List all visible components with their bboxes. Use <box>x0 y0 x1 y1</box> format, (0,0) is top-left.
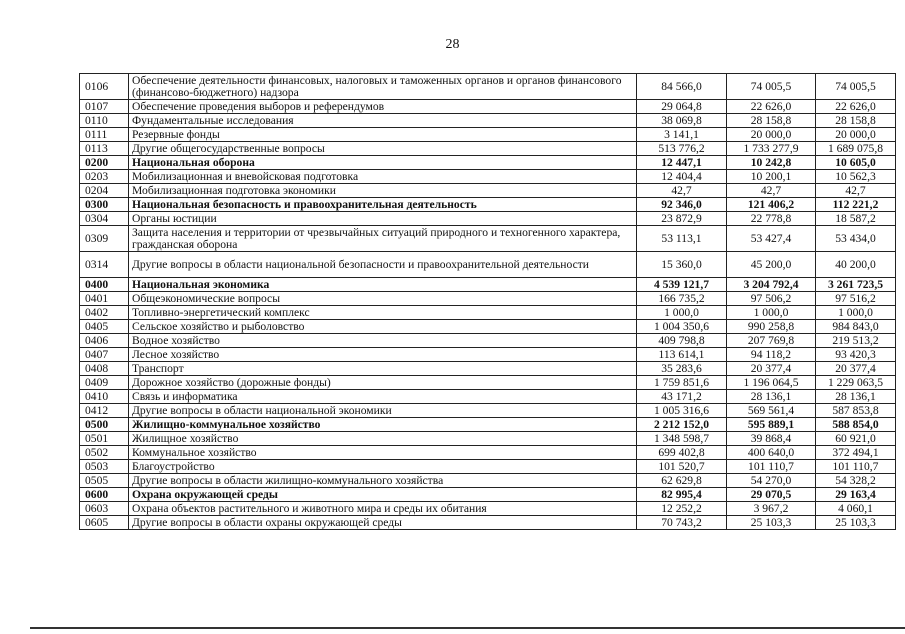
row-value-2: 94 118,2 <box>727 348 816 362</box>
row-value-2: 97 506,2 <box>727 292 816 306</box>
row-name: Топливно-энергетический комплекс <box>129 306 637 320</box>
table-row <box>80 114 896 128</box>
row-code: 0107 <box>80 100 129 114</box>
row-value-2: 10 200,1 <box>727 170 816 184</box>
row-code: 0110 <box>80 114 129 128</box>
table-row <box>80 488 896 502</box>
row-name: Национальная безопасность и правоохранительная деятельность <box>129 198 637 212</box>
row-name: Благоустройство <box>129 460 637 474</box>
row-value-2: 207 769,8 <box>727 334 816 348</box>
row-code: 0200 <box>80 156 129 170</box>
row-code: 0407 <box>80 348 129 362</box>
row-value-3: 97 516,2 <box>816 292 896 306</box>
row-value-2: 1 196 064,5 <box>727 376 816 390</box>
table-row <box>80 460 896 474</box>
row-value-3: 60 921,0 <box>816 432 896 446</box>
row-name: Органы юстиции <box>129 212 637 226</box>
row-value-3: 42,7 <box>816 184 896 198</box>
row-name: Резервные фонды <box>129 128 637 142</box>
row-value-3: 18 587,2 <box>816 212 896 226</box>
row-value-1: 62 629,8 <box>637 474 727 488</box>
row-value-3: 10 605,0 <box>816 156 896 170</box>
row-name: Мобилизационная и вневойсковая подготовка <box>129 170 637 184</box>
table-row <box>80 184 896 198</box>
row-value-3: 587 853,8 <box>816 404 896 418</box>
table-row <box>80 170 896 184</box>
table-row <box>80 74 896 100</box>
table-row <box>80 418 896 432</box>
row-value-1: 699 402,8 <box>637 446 727 460</box>
row-code: 0300 <box>80 198 129 212</box>
row-code: 0405 <box>80 320 129 334</box>
row-code: 0410 <box>80 390 129 404</box>
row-value-1: 15 360,0 <box>637 252 727 278</box>
row-code: 0203 <box>80 170 129 184</box>
row-value-2: 3 204 792,4 <box>727 278 816 292</box>
row-value-1: 70 743,2 <box>637 516 727 530</box>
row-value-2: 45 200,0 <box>727 252 816 278</box>
row-name: Обеспечение проведения выборов и референдумов <box>129 100 637 114</box>
row-name: Охрана объектов растительного и животного мира и среды их обитания <box>129 502 637 516</box>
row-name: Дорожное хозяйство (дорожные фонды) <box>129 376 637 390</box>
row-value-2: 25 103,3 <box>727 516 816 530</box>
row-value-2: 3 967,2 <box>727 502 816 516</box>
row-value-3: 10 562,3 <box>816 170 896 184</box>
row-value-3: 112 221,2 <box>816 198 896 212</box>
row-value-2: 39 868,4 <box>727 432 816 446</box>
row-code: 0401 <box>80 292 129 306</box>
row-code: 0402 <box>80 306 129 320</box>
row-value-2: 595 889,1 <box>727 418 816 432</box>
row-value-3: 29 163,4 <box>816 488 896 502</box>
row-name: Охрана окружающей среды <box>129 488 637 502</box>
row-value-1: 29 064,8 <box>637 100 727 114</box>
row-value-3: 40 200,0 <box>816 252 896 278</box>
row-value-2: 20 377,4 <box>727 362 816 376</box>
table-row <box>80 348 896 362</box>
row-value-2: 400 640,0 <box>727 446 816 460</box>
row-value-1: 513 776,2 <box>637 142 727 156</box>
row-value-1: 1 004 350,6 <box>637 320 727 334</box>
row-value-1: 101 520,7 <box>637 460 727 474</box>
row-name: Мобилизационная подготовка экономики <box>129 184 637 198</box>
table-row <box>80 156 896 170</box>
table-row <box>80 446 896 460</box>
row-value-1: 3 141,1 <box>637 128 727 142</box>
row-value-1: 113 614,1 <box>637 348 727 362</box>
row-value-3: 93 420,3 <box>816 348 896 362</box>
row-value-1: 166 735,2 <box>637 292 727 306</box>
row-value-1: 92 346,0 <box>637 198 727 212</box>
row-value-2: 569 561,4 <box>727 404 816 418</box>
row-value-3: 1 000,0 <box>816 306 896 320</box>
row-name: Национальная оборона <box>129 156 637 170</box>
row-code: 0304 <box>80 212 129 226</box>
table-row <box>80 212 896 226</box>
row-code: 0505 <box>80 474 129 488</box>
row-value-2: 74 005,5 <box>727 74 816 100</box>
budget-table <box>79 73 896 530</box>
row-value-1: 23 872,9 <box>637 212 727 226</box>
row-name: Жилищное хозяйство <box>129 432 637 446</box>
row-value-3: 22 626,0 <box>816 100 896 114</box>
row-value-2: 10 242,8 <box>727 156 816 170</box>
table-row <box>80 474 896 488</box>
row-value-1: 42,7 <box>637 184 727 198</box>
row-value-2: 20 000,0 <box>727 128 816 142</box>
row-value-3: 53 434,0 <box>816 226 896 252</box>
row-value-3: 984 843,0 <box>816 320 896 334</box>
row-value-3: 4 060,1 <box>816 502 896 516</box>
row-value-2: 42,7 <box>727 184 816 198</box>
table-row <box>80 376 896 390</box>
row-name: Лесное хозяйство <box>129 348 637 362</box>
row-value-1: 1 348 598,7 <box>637 432 727 446</box>
row-value-2: 54 270,0 <box>727 474 816 488</box>
table-row <box>80 278 896 292</box>
table-row <box>80 362 896 376</box>
row-code: 0400 <box>80 278 129 292</box>
row-value-1: 43 171,2 <box>637 390 727 404</box>
row-code: 0603 <box>80 502 129 516</box>
row-value-3: 28 136,1 <box>816 390 896 404</box>
row-value-1: 82 995,4 <box>637 488 727 502</box>
row-value-3: 20 377,4 <box>816 362 896 376</box>
row-value-3: 101 110,7 <box>816 460 896 474</box>
row-name: Жилищно-коммунальное хозяйство <box>129 418 637 432</box>
table-row <box>80 128 896 142</box>
table-row <box>80 100 896 114</box>
row-code: 0111 <box>80 128 129 142</box>
row-value-1: 1 759 851,6 <box>637 376 727 390</box>
row-value-1: 84 566,0 <box>637 74 727 100</box>
row-value-1: 2 212 152,0 <box>637 418 727 432</box>
row-value-3: 20 000,0 <box>816 128 896 142</box>
row-name: Общеэкономические вопросы <box>129 292 637 306</box>
row-value-2: 22 626,0 <box>727 100 816 114</box>
row-value-1: 38 069,8 <box>637 114 727 128</box>
row-value-2: 1 733 277,9 <box>727 142 816 156</box>
row-name: Транспорт <box>129 362 637 376</box>
row-value-2: 1 000,0 <box>727 306 816 320</box>
budget-table-body <box>80 74 896 530</box>
row-value-1: 12 447,1 <box>637 156 727 170</box>
row-code: 0600 <box>80 488 129 502</box>
row-name: Другие вопросы в области охраны окружающей среды <box>129 516 637 530</box>
table-row <box>80 516 896 530</box>
row-value-2: 990 258,8 <box>727 320 816 334</box>
row-value-1: 53 113,1 <box>637 226 727 252</box>
table-row <box>80 306 896 320</box>
page-number: 28 <box>445 37 460 52</box>
row-code: 0502 <box>80 446 129 460</box>
bottom-rule <box>30 627 905 629</box>
row-code: 0113 <box>80 142 129 156</box>
table-row <box>80 334 896 348</box>
table-row <box>80 252 896 278</box>
row-value-2: 29 070,5 <box>727 488 816 502</box>
row-code: 0501 <box>80 432 129 446</box>
row-code: 0409 <box>80 376 129 390</box>
row-value-1: 1 000,0 <box>637 306 727 320</box>
row-code: 0500 <box>80 418 129 432</box>
row-value-3: 25 103,3 <box>816 516 896 530</box>
row-name: Другие вопросы в области жилищно-коммунального хозяйства <box>129 474 637 488</box>
row-value-3: 1 229 063,5 <box>816 376 896 390</box>
row-code: 0503 <box>80 460 129 474</box>
row-code: 0106 <box>80 74 129 100</box>
row-value-2: 28 158,8 <box>727 114 816 128</box>
row-code: 0314 <box>80 252 129 278</box>
row-value-1: 12 404,4 <box>637 170 727 184</box>
row-name: Обеспечение деятельности финансовых, налоговых и таможенных органов и органов финансового (финансово-бюджетного) надзора <box>129 74 637 100</box>
row-value-1: 12 252,2 <box>637 502 727 516</box>
row-name: Водное хозяйство <box>129 334 637 348</box>
row-name: Коммунальное хозяйство <box>129 446 637 460</box>
row-name: Сельское хозяйство и рыболовство <box>129 320 637 334</box>
row-value-1: 1 005 316,6 <box>637 404 727 418</box>
row-value-2: 28 136,1 <box>727 390 816 404</box>
row-code: 0412 <box>80 404 129 418</box>
row-value-3: 219 513,2 <box>816 334 896 348</box>
row-value-3: 1 689 075,8 <box>816 142 896 156</box>
row-name: Другие общегосударственные вопросы <box>129 142 637 156</box>
row-value-2: 121 406,2 <box>727 198 816 212</box>
row-name: Фундаментальные исследования <box>129 114 637 128</box>
row-value-2: 22 778,8 <box>727 212 816 226</box>
row-value-1: 409 798,8 <box>637 334 727 348</box>
row-code: 0408 <box>80 362 129 376</box>
table-row <box>80 404 896 418</box>
table-row <box>80 320 896 334</box>
row-name: Национальная экономика <box>129 278 637 292</box>
row-value-3: 28 158,8 <box>816 114 896 128</box>
row-value-1: 4 539 121,7 <box>637 278 727 292</box>
row-value-3: 54 328,2 <box>816 474 896 488</box>
row-value-3: 372 494,1 <box>816 446 896 460</box>
row-name: Защита населения и территории от чрезвычайных ситуаций природного и техногенного характера, гражданская оборона <box>129 226 637 252</box>
row-name: Связь и информатика <box>129 390 637 404</box>
row-code: 0406 <box>80 334 129 348</box>
row-value-3: 3 261 723,5 <box>816 278 896 292</box>
table-row <box>80 142 896 156</box>
table-row <box>80 198 896 212</box>
row-value-2: 53 427,4 <box>727 226 816 252</box>
table-row <box>80 390 896 404</box>
row-value-3: 588 854,0 <box>816 418 896 432</box>
table-row <box>80 226 896 252</box>
row-name: Другие вопросы в области национальной экономики <box>129 404 637 418</box>
row-name: Другие вопросы в области национальной безопасности и правоохранительной деятельности <box>129 252 637 278</box>
table-row <box>80 432 896 446</box>
row-value-2: 101 110,7 <box>727 460 816 474</box>
row-code: 0204 <box>80 184 129 198</box>
row-value-1: 35 283,6 <box>637 362 727 376</box>
row-code: 0309 <box>80 226 129 252</box>
table-row <box>80 292 896 306</box>
row-value-3: 74 005,5 <box>816 74 896 100</box>
row-code: 0605 <box>80 516 129 530</box>
table-row <box>80 502 896 516</box>
